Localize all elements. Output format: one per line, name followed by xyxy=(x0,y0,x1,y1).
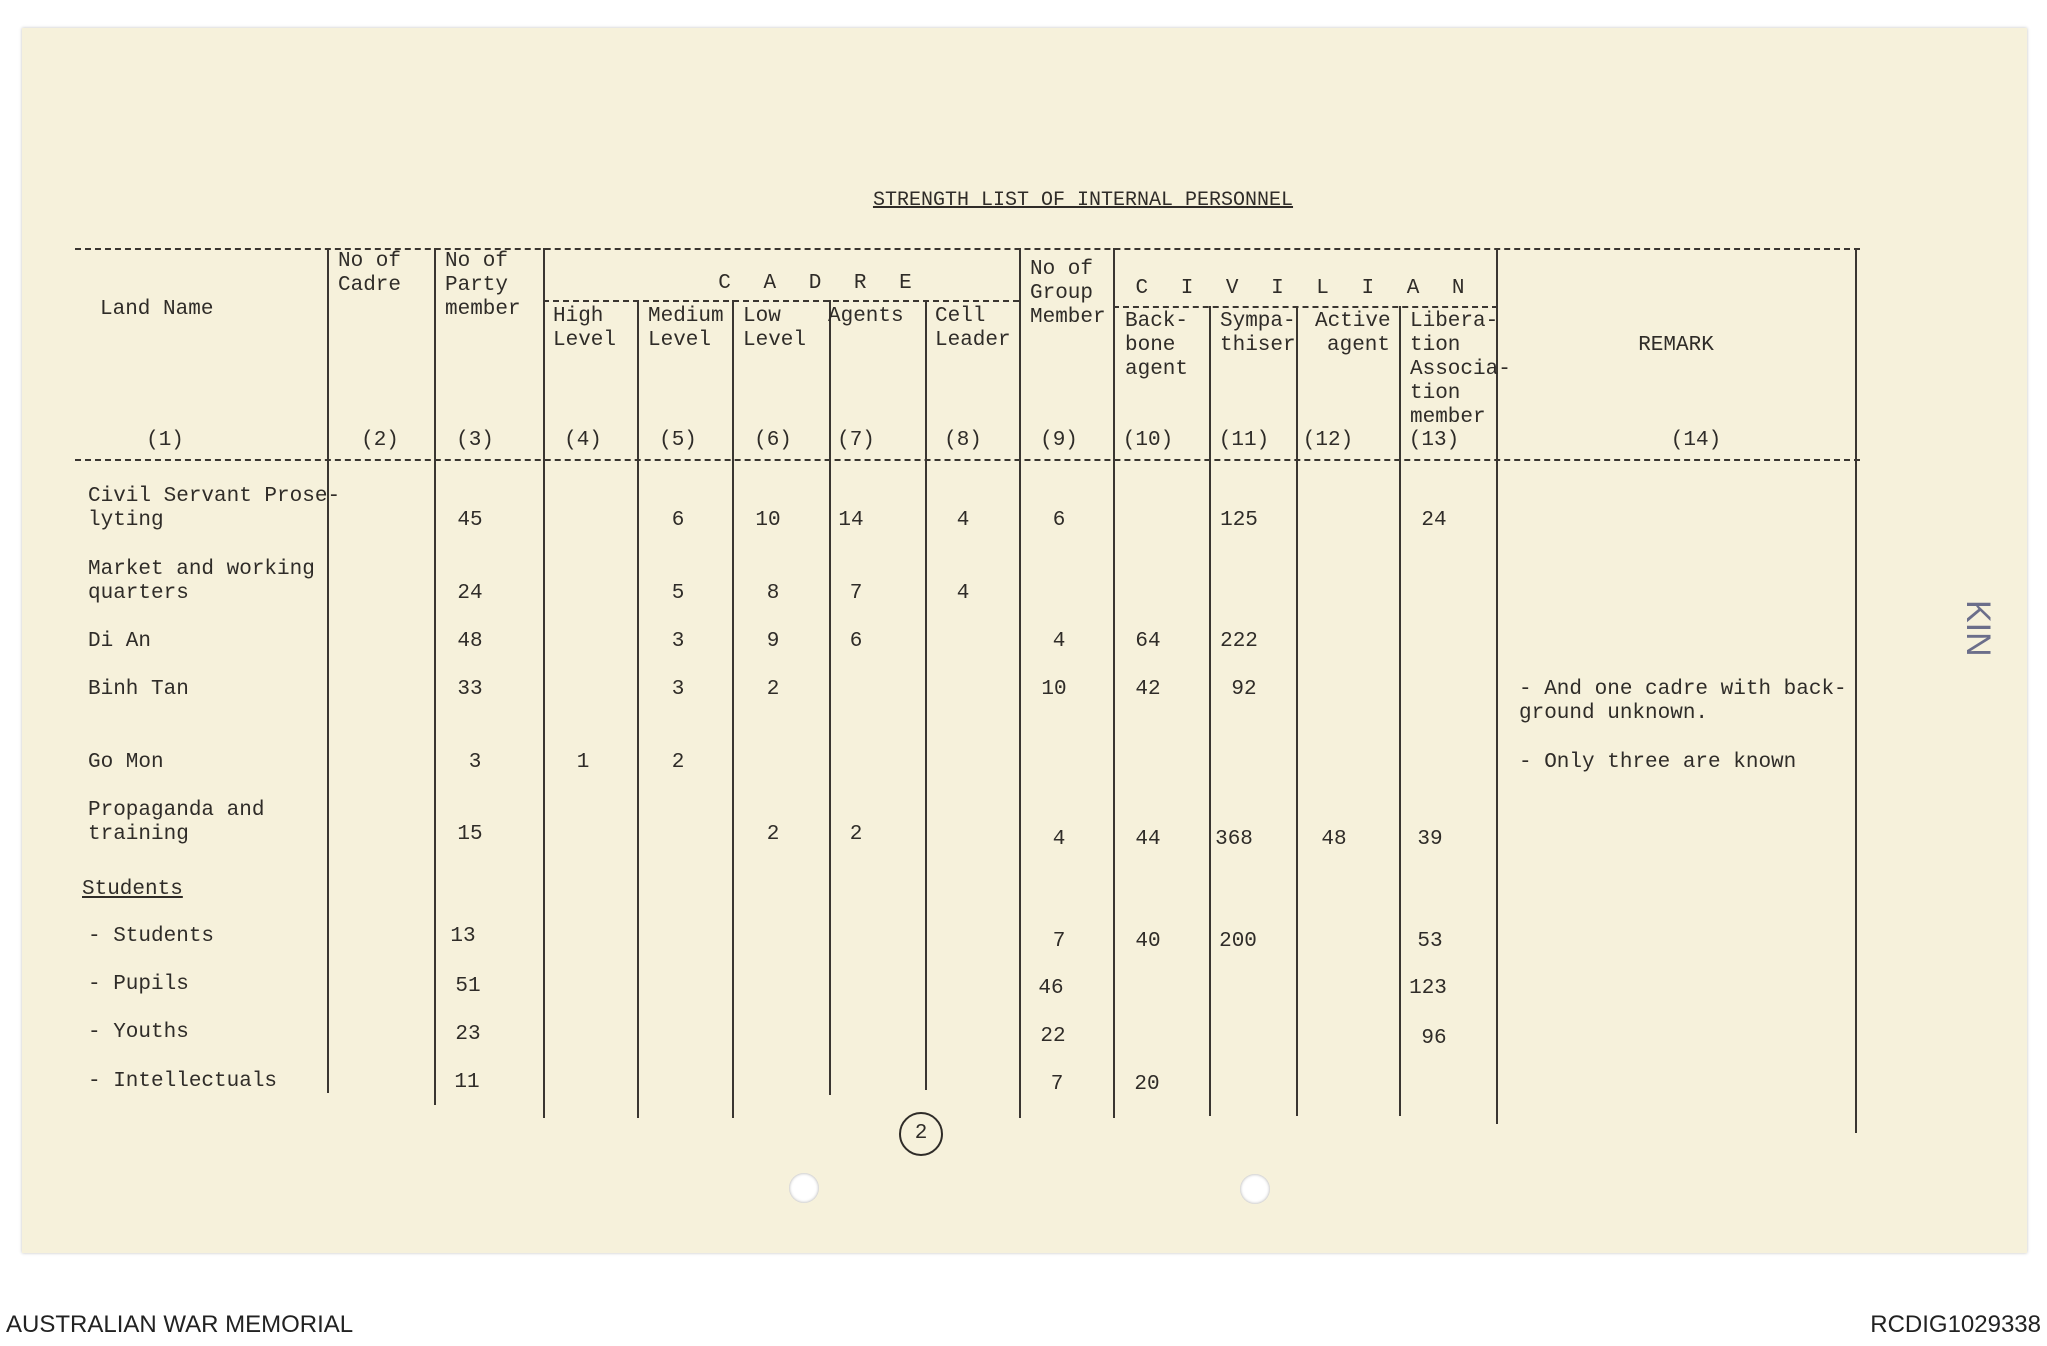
header-no-of-cadre-2: Cadre xyxy=(338,274,402,297)
cell-group: 10 xyxy=(1041,678,1067,701)
col-number: (3) xyxy=(456,429,494,452)
header-no-of-party-3: member xyxy=(445,298,521,321)
col-number: (12) xyxy=(1302,429,1354,452)
cell-liberation: 96 xyxy=(1421,1027,1447,1050)
page-number: 2 xyxy=(899,1112,943,1156)
cell-sympathiser: 368 xyxy=(1215,828,1253,851)
cell-remark: - Only three are known xyxy=(1519,751,1797,774)
header-no-of-group-3: Member xyxy=(1030,306,1106,329)
row-land-name: training xyxy=(88,823,189,846)
col-divider xyxy=(1209,306,1211,1116)
header-no-of-group-2: Group xyxy=(1030,282,1094,305)
row-land-name: - Pupils xyxy=(88,973,189,996)
col-number: (2) xyxy=(361,429,399,452)
row-land-name: Civil Servant Prose- xyxy=(88,485,341,508)
cell-backbone: 44 xyxy=(1135,828,1161,851)
cell-low: 8 xyxy=(766,582,780,605)
header-liberation-2: tion xyxy=(1410,334,1461,357)
cell-sympathiser: 92 xyxy=(1231,678,1257,701)
cell-group: 22 xyxy=(1040,1025,1066,1048)
cell-medium: 3 xyxy=(671,678,685,701)
cadre-sub-rule xyxy=(543,300,1019,302)
row-land-name: lyting xyxy=(88,509,164,532)
row-land-name: - Students xyxy=(88,925,215,948)
cell-group: 7 xyxy=(1050,1073,1064,1096)
col-number: (4) xyxy=(564,429,602,452)
section-heading-students: Students xyxy=(82,878,183,901)
punch-hole xyxy=(1240,1174,1270,1204)
margin-note: KIN xyxy=(1959,600,1997,657)
cell-remark: - And one cadre with back- xyxy=(1519,678,1847,701)
col-number: (9) xyxy=(1040,429,1078,452)
cell-party: 23 xyxy=(455,1023,481,1046)
col-number: (6) xyxy=(754,429,792,452)
cell-agents: 7 xyxy=(849,582,863,605)
cell-backbone: 40 xyxy=(1135,930,1161,953)
cell-backbone: 42 xyxy=(1135,678,1161,701)
row-land-name: Binh Tan xyxy=(88,678,189,701)
col-number: (13) xyxy=(1408,429,1460,452)
col-divider xyxy=(732,300,734,1118)
header-backbone-3: agent xyxy=(1125,358,1189,381)
col-number: (11) xyxy=(1218,429,1270,452)
header-active-agent-2: agent xyxy=(1327,334,1391,357)
header-liberation-3: Associa- xyxy=(1410,358,1511,381)
cell-agents: 14 xyxy=(838,509,864,532)
cell-party: 15 xyxy=(457,823,483,846)
header-liberation-4: tion xyxy=(1410,382,1461,405)
header-agents: Agents xyxy=(828,305,904,328)
row-land-name: - Youths xyxy=(88,1021,189,1044)
cell-party: 33 xyxy=(457,678,483,701)
col-divider xyxy=(925,300,927,1090)
col-number: (14) xyxy=(1670,429,1722,452)
cell-low: 9 xyxy=(766,630,780,653)
col-number: (8) xyxy=(944,429,982,452)
cell-party: 51 xyxy=(455,975,481,998)
header-active-agent-1: Active xyxy=(1315,310,1391,333)
header-backbone-2: bone xyxy=(1125,334,1176,357)
header-civilian-group: C I V I L I A N xyxy=(1135,277,1475,300)
cell-liberation: 24 xyxy=(1421,509,1447,532)
cell-medium: 2 xyxy=(671,751,685,774)
col-divider xyxy=(1296,306,1298,1116)
cell-high: 1 xyxy=(576,751,590,774)
row-land-name: Go Mon xyxy=(88,751,164,774)
header-backbone-1: Back- xyxy=(1125,310,1189,333)
col-divider xyxy=(1399,306,1401,1116)
col-divider xyxy=(1019,248,1021,1118)
header-cadre-group: C A D R E xyxy=(718,272,922,295)
cell-group: 4 xyxy=(1052,630,1066,653)
cell-liberation: 39 xyxy=(1417,828,1443,851)
col-divider xyxy=(1113,248,1115,1118)
cell-group: 46 xyxy=(1038,977,1064,1000)
header-sympathiser-2: thiser xyxy=(1220,334,1296,357)
col-divider xyxy=(637,300,639,1118)
cell-party: 11 xyxy=(454,1071,480,1094)
header-high-level-1: High xyxy=(553,305,604,328)
cell-liberation: 123 xyxy=(1409,977,1447,1000)
header-low-level-1: Low xyxy=(743,305,781,328)
header-remark: REMARK xyxy=(1638,334,1714,357)
civilian-sub-rule xyxy=(1113,306,1498,308)
cell-backbone: 64 xyxy=(1135,630,1161,653)
cell-party: 48 xyxy=(457,630,483,653)
row-land-name: quarters xyxy=(88,582,189,605)
cell-liberation: 53 xyxy=(1417,930,1443,953)
header-land-name: Land Name xyxy=(100,298,214,321)
header-no-of-cadre-1: No of xyxy=(338,250,402,273)
cell-group: 4 xyxy=(1052,828,1066,851)
cell-medium: 3 xyxy=(671,630,685,653)
col-divider xyxy=(1855,248,1857,1133)
cell-low: 10 xyxy=(755,509,781,532)
document-title: STRENGTH LIST OF INTERNAL PERSONNEL xyxy=(872,189,1294,212)
cell-group: 7 xyxy=(1052,930,1066,953)
header-liberation-1: Libera- xyxy=(1410,310,1499,333)
col-divider xyxy=(434,248,436,1105)
cell-party: 45 xyxy=(457,509,483,532)
cell-medium: 5 xyxy=(671,582,685,605)
row-land-name: - Intellectuals xyxy=(88,1070,278,1093)
header-bottom-rule xyxy=(75,459,1860,461)
header-liberation-5: member xyxy=(1410,406,1486,429)
row-land-name: Di An xyxy=(88,630,152,653)
cell-sympathiser: 200 xyxy=(1219,930,1257,953)
header-no-of-party-2: Party xyxy=(445,274,509,297)
col-number: (5) xyxy=(659,429,697,452)
header-high-level-2: Level xyxy=(553,329,617,352)
row-land-name: Market and working xyxy=(88,558,315,581)
footer-institution: AUSTRALIAN WAR MEMORIAL xyxy=(6,1311,354,1338)
col-divider xyxy=(327,248,329,1093)
header-sympathiser-1: Sympa- xyxy=(1220,310,1296,333)
cell-low: 2 xyxy=(766,823,780,846)
col-divider xyxy=(829,300,831,1095)
cell-remark: ground unknown. xyxy=(1519,702,1709,725)
cell-cell-leader: 4 xyxy=(956,509,970,532)
cell-agents: 6 xyxy=(849,630,863,653)
punch-hole xyxy=(789,1173,819,1203)
footer-catalog-id: RCDIG1029338 xyxy=(1870,1311,2041,1338)
cell-party: 24 xyxy=(457,582,483,605)
cell-medium: 6 xyxy=(671,509,685,532)
col-number: (7) xyxy=(837,429,875,452)
cell-cell-leader: 4 xyxy=(956,582,970,605)
col-divider xyxy=(543,248,545,1118)
cell-low: 2 xyxy=(766,678,780,701)
header-medium-level-1: Medium xyxy=(648,305,724,328)
cell-sympathiser: 125 xyxy=(1220,509,1258,532)
col-number: (1) xyxy=(146,429,184,452)
header-cell-leader-2: Leader xyxy=(935,329,1011,352)
cell-sympathiser: 222 xyxy=(1220,630,1258,653)
header-low-level-2: Level xyxy=(743,329,807,352)
header-medium-level-2: Level xyxy=(648,329,712,352)
cell-group: 6 xyxy=(1052,509,1066,532)
cell-backbone: 20 xyxy=(1134,1073,1160,1096)
row-land-name: Propaganda and xyxy=(88,799,265,822)
header-no-of-party-1: No of xyxy=(445,250,509,273)
header-no-of-group-1: No of xyxy=(1030,258,1094,281)
cell-active: 48 xyxy=(1321,828,1347,851)
header-cell-leader-1: Cell xyxy=(935,305,986,328)
cell-party: 3 xyxy=(468,751,482,774)
col-number: (10) xyxy=(1122,429,1174,452)
cell-agents: 2 xyxy=(849,823,863,846)
cell-party: 13 xyxy=(450,925,476,948)
